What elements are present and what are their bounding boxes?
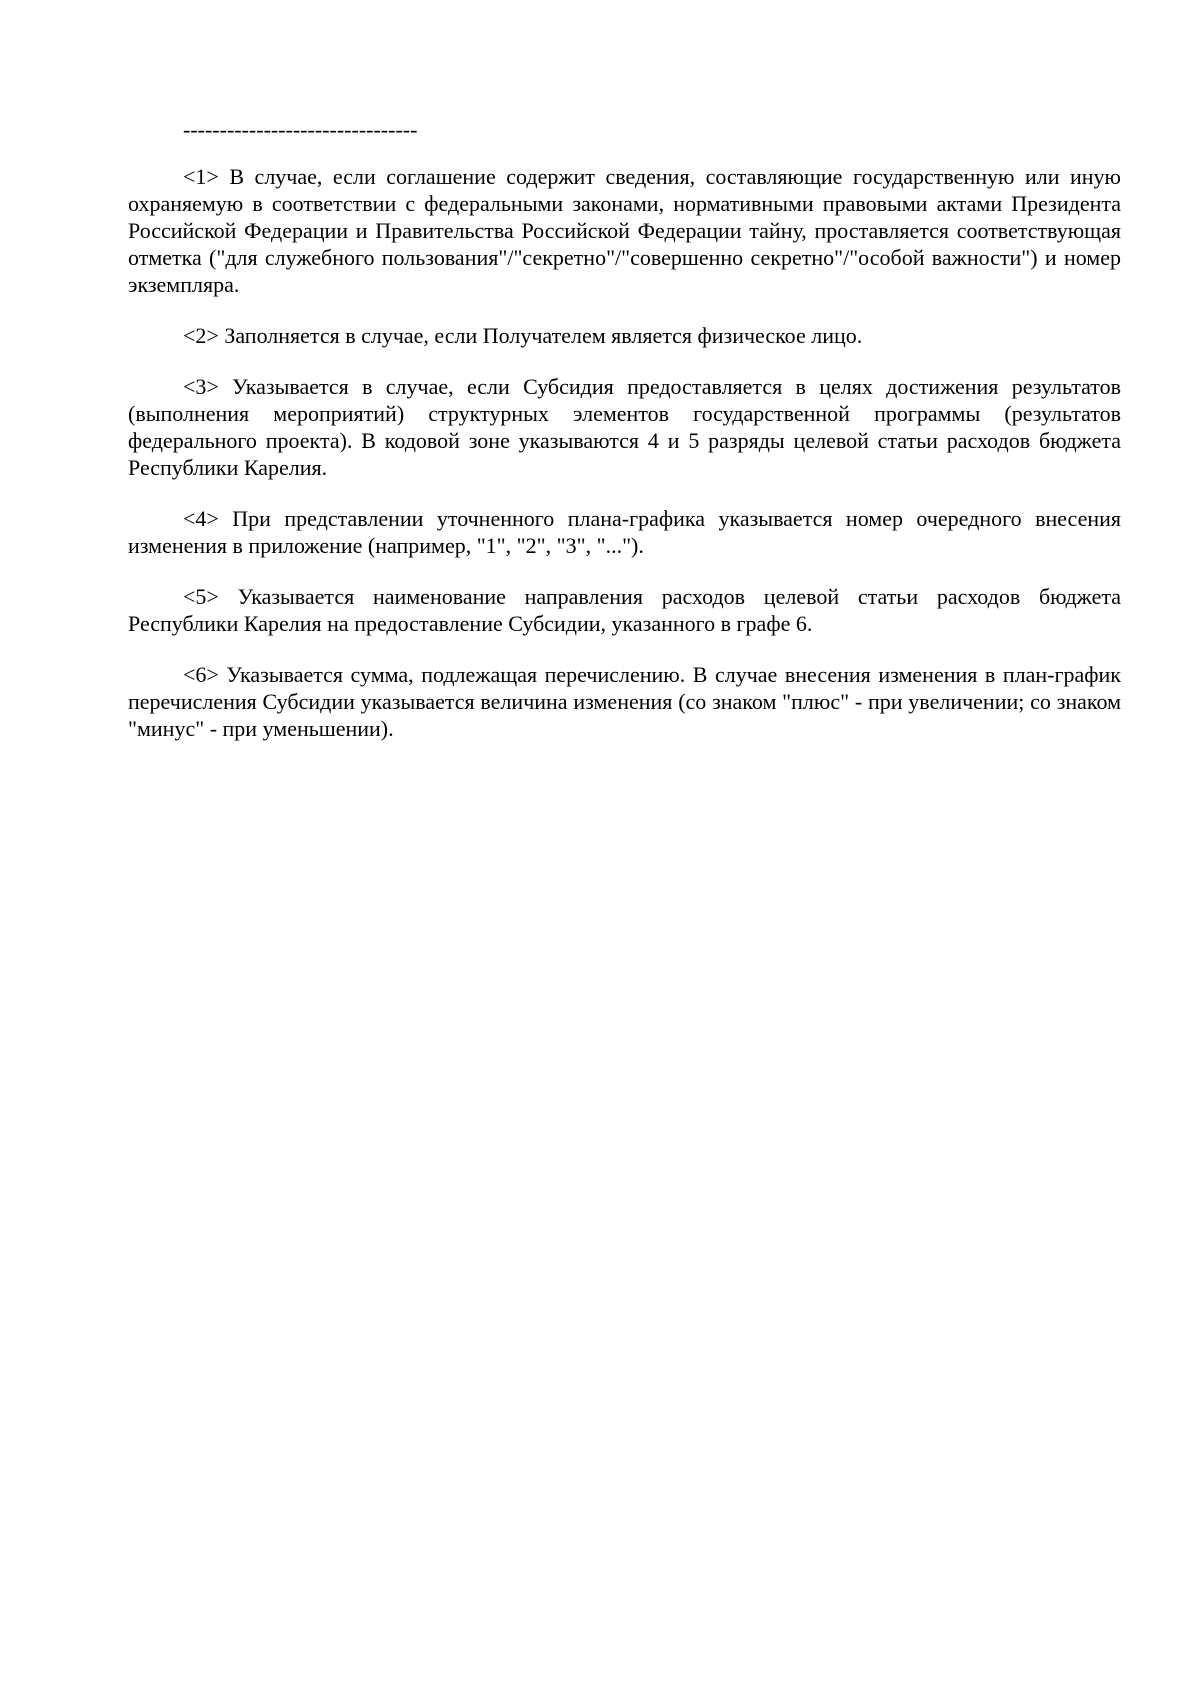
footnote-2: <2> Заполняется в случае, если Получателем является физическое лицо.: [183, 323, 863, 348]
footnote-5: <5> Указывается наименование направления расходов целевой статьи расходов бюджета Республики Карелия на предоставление Субсидии, указанного в графе 6.: [128, 584, 1121, 636]
footnote-4: <4> При представлении уточненного плана-графика указывается номер очередного внесения изменения в приложение (например, "1", "2", "3", "...").: [128, 506, 1121, 558]
footnote-1: <1> В случае, если соглашение содержит сведения, составляющие государственную или иную охраняемую в соответствии с федеральными законами, нормативными правовыми актами Президента Российской Федерации и Правительства Российской Федерации тайну, проставляется соответствующая отметка ("для служебного пользования"/"секретно"/"совершенно секретно"/"особой важности") и номер экземпляра.: [128, 164, 1121, 297]
footnotes: [128, 163, 1121, 766]
footnote-3: <3> Указывается в случае, если Субсидия предоставляется в целях достижения результатов (выполнения мероприятий) структурных элементов государственной программы (результатов федерального проекта). В кодовой зоне указываются 4 и 5 разряды целевой статьи расходов бюджета Республики Карелия.: [128, 374, 1121, 480]
footnote-separator: --------------------------------: [183, 117, 418, 142]
footnote-6: <6> Указывается сумма, подлежащая перечислению. В случае внесения изменения в план-график перечисления Субсидии указывается величина изменения (со знаком "плюс" - при увеличении; со знаком "минус" - при уменьшении).: [128, 662, 1121, 741]
